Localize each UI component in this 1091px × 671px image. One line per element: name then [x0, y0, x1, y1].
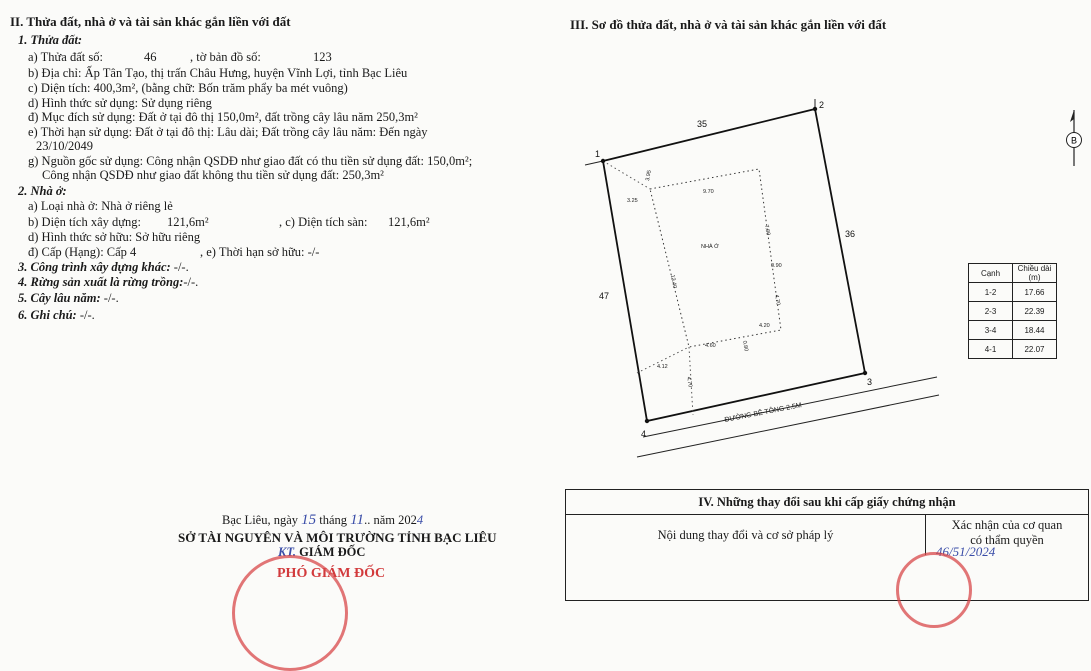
usage-form-line: d) Hình thức sử dụng: Sử dụng riêng	[28, 96, 212, 110]
dimension-label: 13.40	[669, 274, 678, 289]
dimension-label: 9.70	[703, 189, 714, 195]
svg-text:B: B	[1071, 135, 1078, 146]
house-outline	[650, 169, 781, 347]
edge-label: 47	[599, 291, 610, 301]
changes-table	[565, 489, 1089, 601]
table-row: 2-3 22.39	[969, 302, 1057, 321]
table-header-row	[969, 264, 1057, 283]
north-arrow-icon	[1062, 108, 1086, 172]
official-seal-stamp	[232, 555, 348, 671]
parcel-number-value: 46	[144, 50, 157, 64]
edge-label: 36	[845, 229, 856, 239]
ownership-line: d) Hình thức sở hữu: Sở hữu riêng	[28, 230, 201, 244]
house-heading: 2. Nhà ở:	[18, 184, 67, 198]
vertex-label: 1	[595, 149, 601, 159]
house-type-line: a) Loại nhà ở: Nhà ở riêng lẻ	[28, 199, 173, 213]
address-line: b) Địa chỉ: Ấp Tân Tạo, thị trấn Châu Hưng, huyện Vĩnh Lợi, tỉnh Bạc Liêu	[28, 66, 408, 80]
vertex-4	[645, 419, 649, 423]
building-area-value: 121,6m²	[167, 215, 209, 229]
dimension-label: 4.12	[657, 364, 668, 370]
usage-term-line: e) Thời hạn sử dụng: Đất ở tại đô thị: Lâu dài; Đất trồng cây lâu năm: Đến ngày	[28, 125, 428, 139]
note-line: 6. Ghi chú: -/-.	[18, 308, 95, 322]
grade-line: đ) Cấp (Hạng): Cấp 4	[28, 245, 137, 259]
dimension-label: 4.60	[705, 343, 716, 349]
confirmation-header: Xác nhận của cơ quan có thẩm quyền	[951, 518, 1063, 547]
neighbor-line	[585, 161, 603, 165]
area-line: c) Diện tích: 400,3m², (bằng chữ: Bốn trăm phẩy ba mét vuông)	[28, 81, 348, 95]
road-label: ĐƯỜNG BÊ TÔNG 2.5M	[724, 402, 803, 424]
table-row: 3-4 18.44	[969, 321, 1057, 340]
building-area-label: b) Diện tích xây dựng:	[28, 215, 142, 229]
ownership-term-line: , e) Thời hạn sở hữu: -/-	[200, 245, 320, 259]
table-header: Cạnh	[969, 264, 1013, 283]
parcel-boundary	[603, 109, 865, 421]
map-sheet-value: 123	[313, 50, 332, 64]
usage-term-date: 23/10/2049	[36, 139, 93, 153]
vertex-label: 2	[819, 100, 825, 110]
land-parcel-heading: 1. Thửa đất:	[18, 33, 83, 47]
table-header: Chiều dài (m)	[1013, 264, 1057, 283]
vertex-2	[813, 107, 817, 111]
dimension-label: 0.80	[741, 340, 749, 352]
confirmation-seal-stamp	[896, 552, 972, 628]
vertex-label: 4	[641, 429, 647, 439]
table-row: 1-2 17.66	[969, 283, 1057, 302]
land-plot-diagram	[575, 85, 985, 465]
dimension-label: 4.70	[773, 294, 781, 306]
floor-area-label: , c) Diện tích sàn:	[279, 215, 368, 229]
map-sheet-label: , tờ bản đồ số:	[190, 50, 261, 64]
floor-area-value: 121,6m²	[388, 215, 430, 229]
table-row: 4-1 22.07	[969, 340, 1057, 359]
origin-line-1: g) Nguồn gốc sử dụng: Công nhận QSDĐ như giao đất có thu tiền sử dụng đất: 150,0m²;	[28, 154, 473, 168]
planted-forest-line: 4. Rừng sản xuất là rừng trồng:-/-.	[18, 275, 199, 289]
dimension-label: 3.95	[645, 169, 653, 182]
director-title: KT. GIÁM ĐỐC	[278, 545, 366, 559]
vertex-3	[863, 371, 867, 375]
origin-line-2: Công nhận QSDĐ như giao đất không thu tiền sử dụng đất: 250,3m²	[42, 168, 384, 182]
setback-line	[603, 161, 650, 189]
vertex-label: 3	[867, 377, 873, 387]
dimension-label: 4.70	[685, 376, 693, 388]
dimension-label: 3.25	[627, 198, 638, 204]
dimension-label: 7.80	[763, 224, 771, 236]
usage-purpose-line: đ) Mục đích sử dụng: Đất ở tại đô thị 150,0m², đất trồng cây lâu năm 250,3m²	[28, 110, 418, 124]
section-iv-title: IV. Những thay đổi sau khi cấp giấy chứng nhận	[566, 490, 1088, 515]
house-label: NHÀ Ở	[701, 244, 719, 250]
section-iii-title: III. Sơ đồ thửa đất, nhà ở và tài sản khác gắn liền với đất	[570, 17, 887, 32]
deputy-director-title: PHÓ GIÁM ĐỐC	[277, 566, 386, 581]
handwritten-reference: 46/51/2024	[936, 544, 996, 559]
change-content-header: Nội dung thay đổi và cơ sở pháp lý	[566, 515, 926, 555]
vertex-1	[601, 159, 605, 163]
dimension-label: 0.90	[771, 263, 782, 269]
other-construction-line: 3. Công trình xây dựng khác: -/-.	[18, 260, 189, 274]
section-ii-title: II. Thửa đất, nhà ở và tài sản khác gắn liền với đất	[10, 14, 291, 29]
dimension-label: 4.20	[759, 323, 770, 329]
edge-length-table	[968, 263, 1057, 359]
perennial-tree-line: 5. Cây lâu năm: -/-.	[18, 291, 119, 305]
parcel-number-label: a) Thửa đất số:	[28, 50, 103, 64]
issuing-agency: SỞ TÀI NGUYÊN VÀ MÔI TRƯỜNG TỈNH BẠC LIÊU	[178, 530, 497, 545]
edge-label: 35	[697, 119, 708, 129]
issue-date: Bạc Liêu, ngày 15 tháng 11.. năm 2024	[222, 512, 424, 528]
